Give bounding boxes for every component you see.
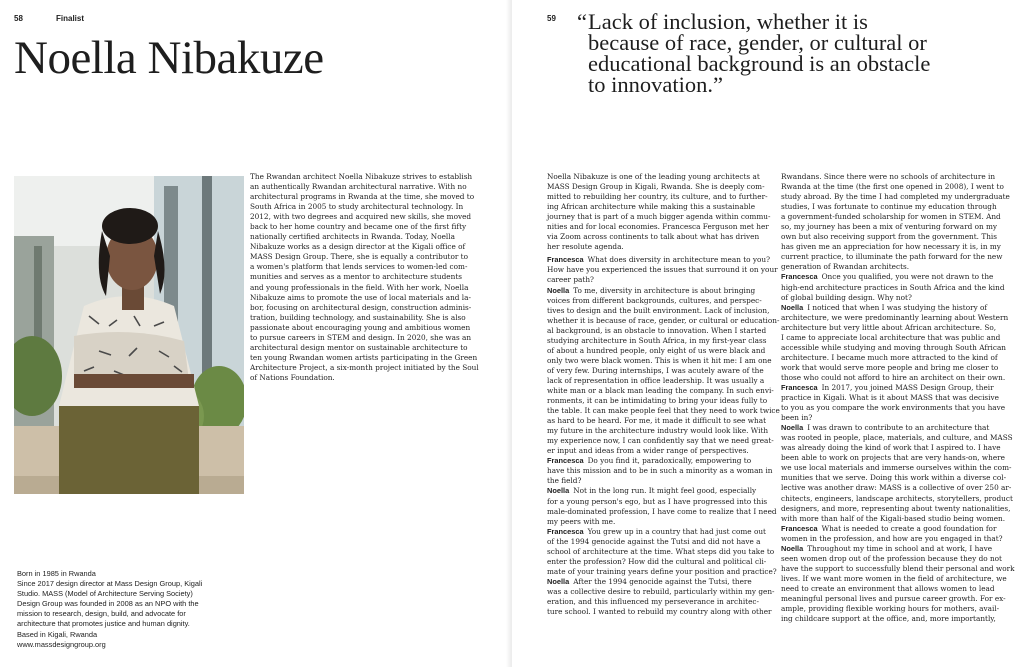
speaker-label: Noella: [547, 576, 570, 586]
interview-line: [781, 212, 1013, 222]
interview-text: studying architecture in South Africa, in my first-year class: [547, 335, 767, 345]
interview-text: al background, is an obstacle to innovation. When I started: [547, 325, 767, 335]
interview-line: [547, 232, 779, 242]
interview-line: [781, 393, 1013, 403]
speaker-label: Francesca: [781, 382, 818, 392]
interview-text: was already doing the kind of work that I aspired to. I have: [781, 443, 1001, 453]
intro-line: MASS Design Group. There, she is equally a contributor to: [250, 252, 468, 262]
interview-line: [781, 222, 1013, 232]
interview-text: whether it is because of race, gender, or cultural or education-: [547, 315, 780, 325]
interview-text: male-dominated profession, I have come to realize that I need: [547, 506, 777, 516]
interview-text: work that would serve more people and bring me closer to: [781, 362, 999, 372]
interview-line: [781, 383, 1013, 393]
interview-text: architecture, we were predominantly learning about Western: [781, 312, 1009, 322]
interview-line: [781, 433, 1013, 443]
speaker-label: Noella: [781, 543, 804, 553]
speaker-label: Francesca: [781, 272, 818, 282]
interview-text: architecture. I became much more attracted to the kind of: [781, 352, 998, 362]
interview-line: [547, 517, 779, 527]
interview-line: [781, 313, 1013, 323]
interview-text: accessible while studying and moving through South African: [781, 342, 1006, 352]
interview-text: Noella Nibakuze is one of the leading young architects at: [547, 172, 760, 181]
page-number-right: 59: [547, 14, 556, 23]
quote-line: Lack of inclusion, whether it is: [588, 9, 868, 34]
intro-line: Nibakuze works as a design director at the Kigali office of: [250, 242, 466, 252]
interview-text: practice in Kigali. What is it about MASS that was decisive: [781, 393, 999, 403]
intro-line: architectural programs in Rwanda at the time, she moved to: [250, 192, 475, 202]
section-label: Finalist: [56, 14, 85, 23]
interview-text: have this mission and to be in such a minority as a woman in: [547, 466, 773, 476]
interview-text: for a young person's ego, but as I have progressed into this: [547, 496, 768, 506]
quote-line: to innovation.”: [588, 72, 723, 97]
interview-text: lack of representation in office leadership. It was usually a: [547, 375, 765, 385]
interview-text: I was drawn to contribute to an architecture that: [807, 423, 990, 433]
interview-line: [547, 275, 779, 285]
interview-line: [781, 192, 1013, 202]
interview-line: [781, 504, 1013, 514]
interview-text: ture school. I wanted to rebuild my country along with other: [547, 607, 772, 617]
intro-line: tration, building technology, and sustainability. She is also: [250, 312, 466, 322]
interview-line: [547, 286, 779, 296]
interview-text: designers, and more, representing about twenty nationalities,: [781, 503, 1011, 513]
interview-line: [547, 446, 779, 456]
interview-line: [547, 547, 779, 557]
interview-line: [547, 416, 779, 426]
interview-text: studies, I was fortunate to continue my education through: [781, 202, 997, 212]
interview-text: the table. It can make people feel that they need to work twice: [547, 406, 780, 416]
speaker-label: Noella: [781, 423, 804, 433]
interview-line: [781, 463, 1013, 473]
intro-line: bor, focusing on architectural design, construction adminis-: [250, 302, 472, 312]
interview-text: Rwanda at the time (the first one opened in 2008), I went to: [781, 182, 1004, 192]
interview-text: Do you find it, paradoxically, empowering to: [587, 456, 752, 466]
interview-text: I came to appreciate local architecture that was public and: [781, 332, 1001, 342]
interview-line: [547, 255, 779, 265]
interview-text: the field?: [547, 476, 582, 486]
interview-text: enter the profession? How did the cultural and political cli-: [547, 556, 767, 566]
interview-text: have the support to successfully blend their personal and work: [781, 563, 1015, 573]
interview-line: [781, 333, 1013, 343]
interview-line: [547, 406, 779, 416]
interview-line: [547, 172, 779, 182]
interview-line: [547, 222, 779, 232]
interview-text: lective was another draw: MASS is a collective of over 250 ar-: [781, 483, 1012, 493]
interview-text: so, my journey has been a mix of venturing forward on my: [781, 222, 998, 232]
interview-line: [547, 182, 779, 192]
bio-line: Since 2017 design director at Mass Design Group, Kigali: [17, 579, 203, 589]
speaker-label: Francesca: [781, 523, 818, 533]
interview-text: was rooted in people, place, materials, and culture, and MASS: [781, 433, 1013, 443]
interview-line: [781, 293, 1013, 303]
interview-line: [781, 443, 1013, 453]
quote-mark: “: [577, 9, 587, 34]
interview-line: [547, 527, 779, 537]
interview-text: my future in the architecture industry would look like. With: [547, 426, 769, 436]
interview-line: [781, 323, 1013, 333]
interview-line: [781, 554, 1013, 564]
portrait-illustration: [14, 176, 244, 494]
bio-line: Studio. MASS (Model of Architecture Serving Society): [17, 589, 193, 599]
interview-text: of about a hundred people, only eight of us were black and: [547, 345, 766, 355]
interview-text: journey that is part of a much bigger agenda within commu-: [547, 212, 771, 222]
interview-line: [547, 366, 779, 376]
speaker-label: Francesca: [547, 456, 584, 466]
interview-line: [547, 587, 779, 597]
intro-line: to pursue careers in STEM and design. In 2020, she was an: [250, 332, 472, 342]
interview-line: [781, 242, 1013, 252]
interview-text: How have you experienced the issues that surround it on your: [547, 265, 778, 275]
interview-text: to you as you compare the work environments that you have: [781, 403, 1006, 413]
interview-text: school of architecture at the time. What steps did you take to: [547, 546, 775, 556]
interview-line: [781, 483, 1013, 493]
interview-text: ing childcare support at the office, and, more importantly,: [781, 614, 996, 624]
interview-text: Rwandans. Since there were no schools of architecture in: [781, 172, 996, 181]
speaker-label: Noella: [547, 285, 570, 295]
interview-line: [781, 534, 1013, 544]
interview-text: ronments, it can be intimidating to bring your ideas fully to: [547, 396, 768, 406]
bio-line: Born in 1985 in Rwanda: [17, 569, 96, 578]
intro-line: nationally certified architects in Rwanda. Today, Noella: [250, 232, 455, 242]
bio-line: architecture that promotes justice and human dignity.: [17, 619, 190, 629]
intro-line: ten young Rwandan women artists participating in the Green: [250, 352, 478, 362]
interview-text: meaningful personal lives and pursue career growth. For ex-: [781, 593, 1006, 603]
speaker-label: Francesca: [547, 255, 584, 265]
interview-text: high-end architecture practices in South Africa and the kind: [781, 282, 1005, 292]
interview-line: [781, 202, 1013, 212]
bio-block: [17, 569, 257, 650]
intro-line: The Rwandan architect Noella Nibakuze strives to establish: [250, 172, 473, 181]
interview-text: architecture but very little about African architecture. So,: [781, 322, 997, 332]
interview-text: of very few. During internships, I was acutely aware of the: [547, 365, 764, 375]
interview-text: munities that we serve. Doing this work within a diverse col-: [781, 473, 1007, 483]
bio-line: Design Group was founded in 2008 as an NPO with the: [17, 599, 199, 609]
interview-text: my experience now, I can confidently say that we need great-: [547, 436, 774, 446]
interview-text: only two were black women. This is when it hit me: I am one: [547, 355, 772, 365]
interview-line: [547, 537, 779, 547]
interview-text: What does diversity in architecture mean to you?: [587, 255, 770, 265]
interview-text: Throughout my time in school and at work, I have: [807, 543, 993, 553]
interview-text: In 2017, you joined MASS Design Group, their: [821, 382, 994, 392]
interview-line: [781, 473, 1013, 483]
interview-line: [547, 265, 779, 275]
interview-line: [547, 456, 779, 466]
interview-line: [547, 507, 779, 517]
interview-text: I noticed that when I was studying the history of: [807, 302, 988, 312]
interview-line: [547, 497, 779, 507]
intro-line: passionate about encouraging young and ambitious women: [250, 322, 471, 332]
interview-line: [781, 574, 1013, 584]
interview-text: tives to design and the built environment. Lack of inclusion,: [547, 305, 770, 315]
interview-text: What is needed to create a good foundation for: [821, 523, 997, 533]
intro-line: of Nations Foundation.: [250, 372, 335, 382]
intro-line: a women's platform that lends services to women-led com-: [250, 262, 468, 272]
interview-text: need to create an environment that allows women to lead: [781, 583, 995, 593]
interview-line: [781, 494, 1013, 504]
interview-line: [547, 376, 779, 386]
interview-line: [781, 232, 1013, 242]
interview-line: [781, 544, 1013, 554]
interview-line: [547, 242, 779, 252]
interview-text: To me, diversity in architecture is about bringing: [573, 285, 756, 295]
interview-line: [547, 396, 779, 406]
interview-line: [547, 597, 779, 607]
interview-line: [781, 172, 1013, 182]
pull-quote: [577, 9, 1018, 97]
speaker-label: Francesca: [547, 526, 584, 536]
interview-line: [781, 514, 1013, 524]
bio-line: www.massdesigngroup.org: [17, 639, 106, 649]
interview-text: with more than half of the Kigali-based studio being women.: [781, 513, 1006, 523]
interview-line: [547, 326, 779, 336]
interview-line: [781, 594, 1013, 604]
interview-text: we use local materials and immerse ourselves within the com-: [781, 463, 1012, 473]
interview-text: er input and ideas from a wider range of perspectives.: [547, 446, 749, 456]
interview-text: lives. If we want more women in the field of architecture, we: [781, 573, 1007, 583]
interview-line: [781, 604, 1013, 614]
interview-text: was a collective desire to rebuild, particularly within my gen-: [547, 586, 775, 596]
interview-line: [547, 346, 779, 356]
interview-line: [781, 262, 1013, 272]
interview-line: [781, 363, 1013, 373]
interview-text: seen women drop out of the profession because they do not: [781, 553, 1002, 563]
interview-line: [781, 272, 1013, 282]
interview-line: [781, 524, 1013, 534]
interview-text: been able to work on projects that are very hands-on, where: [781, 453, 1005, 463]
intro-line: and young professionals in the field. With her work, Noella: [250, 282, 469, 292]
interview-line: [547, 192, 779, 202]
interview-text: You grew up in a country that had just come out: [587, 526, 766, 536]
interview-text: via Zoom across continents to talk about what has driven: [547, 232, 760, 242]
interview-line: [781, 403, 1013, 413]
interview-text: has given me an appreciation for how necessary it is, in my: [781, 242, 1001, 252]
interview-line: [547, 306, 779, 316]
interview-text: career path?: [547, 275, 594, 285]
interview-text: mate of your training years define your position and practice?: [547, 566, 777, 576]
interview-text: those who could not afford to hire an architect on their own.: [781, 372, 1006, 382]
interview-text: chitects, engineers, landscape architects, storytellers, product: [781, 493, 1013, 503]
interview-line: [781, 182, 1013, 192]
interview-text: ing African architecture while making this a sustainable: [547, 202, 756, 212]
interview-line: [547, 577, 779, 587]
speaker-label: Noella: [781, 302, 804, 312]
interview-text: been in?: [781, 413, 813, 423]
interview-line: [781, 423, 1013, 433]
intro-line: architectural design mentor on sustainable architecture to: [250, 342, 468, 352]
interview-line: [781, 614, 1013, 624]
interview-line: [781, 283, 1013, 293]
interview-text: study abroad. By the time I had completed my undergraduate: [781, 192, 1010, 202]
interview-text: women in the profession, and how are you engaged in that?: [781, 533, 1003, 543]
interview-text: generation of Rwandan architects.: [781, 262, 910, 272]
bio-line: mission to research, design, build, and advocate for: [17, 609, 186, 619]
intro-paragraph: [250, 172, 502, 383]
interview-text: my peers with me.: [547, 516, 616, 526]
interview-line: [547, 486, 779, 496]
interview-line: [781, 413, 1013, 423]
interview-column-1: [547, 172, 779, 617]
interview-line: [781, 453, 1013, 463]
interview-text: nities and for local economies. Francesca Ferguson met her: [547, 222, 769, 232]
interview-text: eration, and this influenced my perseverance in architec-: [547, 596, 759, 606]
interview-text: mitted to rebuilding her country, its culture, and to further-: [547, 192, 768, 202]
interview-text: white man or a black man leading the company. In such envi-: [547, 385, 774, 395]
intro-line: munities and serves as a mentor to architecture students: [250, 272, 462, 282]
interview-line: [781, 564, 1013, 574]
interview-line: [547, 426, 779, 436]
interview-line: [547, 557, 779, 567]
page-number-left: 58: [14, 14, 23, 23]
interview-text: After the 1994 genocide against the Tutsi, there: [573, 576, 752, 586]
interview-text: of global building design. Why not?: [781, 292, 912, 302]
interview-text: voices from different backgrounds, cultures, and perspec-: [547, 295, 762, 305]
interview-text: Once you qualified, you were not drawn to the: [821, 272, 994, 282]
intro-line: back to her home country and became one of the first fifty: [250, 222, 467, 232]
interview-text: own but also receiving support from the government. This: [781, 232, 997, 242]
portrait-photo: [14, 176, 244, 494]
interview-line: [547, 476, 779, 486]
intro-line: South Africa in 2005 to study architectural technology. In: [250, 202, 464, 212]
page-title: Noella Nibakuze: [14, 32, 324, 84]
interview-line: [547, 607, 779, 617]
interview-text: current practice, to illuminate the path forward for the new: [781, 252, 1003, 262]
interview-line: [547, 202, 779, 212]
intro-line: Architecture Project, a six-month project initiated by the Soul: [250, 362, 479, 372]
interview-line: [547, 336, 779, 346]
interview-text: her resolute agenda.: [547, 242, 624, 252]
interview-line: [547, 356, 779, 366]
interview-line: [547, 212, 779, 222]
interview-line: [781, 252, 1013, 262]
interview-line: [781, 584, 1013, 594]
interview-text: of the 1994 genocide against the Tutsi and did not have a: [547, 536, 761, 546]
interview-text: Not in the long run. It might feel good, especially: [573, 486, 757, 496]
interview-line: [781, 343, 1013, 353]
interview-line: [547, 466, 779, 476]
interview-column-2: [781, 172, 1013, 624]
interview-line: [547, 567, 779, 577]
interview-line: [781, 373, 1013, 383]
interview-line: [781, 303, 1013, 313]
interview-text: as hard to be heard. For me, it made it difficult to see what: [547, 416, 767, 426]
interview-line: [547, 386, 779, 396]
bio-line: Based in Kigali, Rwanda: [17, 629, 98, 639]
intro-line: 2012, with two degrees and acquired new skills, she moved: [250, 212, 472, 222]
interview-text: ample, providing flexible working hours for mothers, avail-: [781, 604, 1000, 614]
interview-line: [547, 296, 779, 306]
quote-line: educational background is an obstacle: [588, 51, 931, 76]
interview-line: [781, 353, 1013, 363]
interview-text: a government-funded scholarship for women in STEM. And: [781, 212, 1001, 222]
interview-line: [547, 436, 779, 446]
intro-line: Nibakuze aims to promote the use of local materials and la-: [250, 292, 471, 302]
interview-line: [547, 316, 779, 326]
quote-line: because of race, gender, or cultural or: [588, 30, 927, 55]
intro-line: an authentically Rwandan architectural narrative. With no: [250, 182, 467, 192]
speaker-label: Noella: [547, 486, 570, 496]
interview-text: MASS Design Group in Kigali, Rwanda. She is deeply com-: [547, 182, 765, 192]
